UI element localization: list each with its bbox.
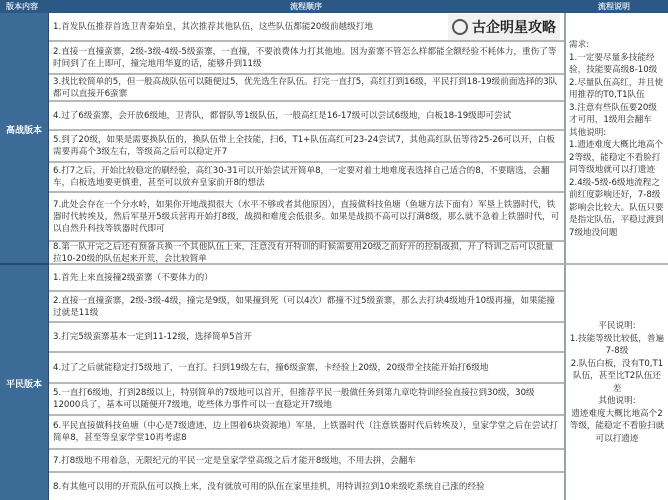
note-line: 遗迹难度大概比地高个2等级，能稳定不看脸扫就可以打遗迹 — [569, 408, 665, 444]
note-line: 2.4级-5级-6级地流程之前红度影响还好，7-8级影响会比较大。队伍只要是指定队伍，平稳过渡到7级地没问题 — [569, 177, 664, 238]
watermark-text: 古企明星攻略 — [472, 20, 556, 36]
note-line: 1.遗迹难度大概比地高个2等级，能稳定不看脸打同等级地就可以打遗迹 — [569, 140, 664, 175]
note-line: 其他说明: — [598, 396, 636, 406]
notes-high — [564, 13, 668, 265]
table-row: 5.到了20级，如果是需要换队伍的，换队伍带上全技能，扫6，T1+队伍高红可23-24尝试7，其他高红队伍等待25-26可以开，白板需要再高个3级左右，等级高之后可以稳定开7 — [49, 131, 565, 163]
note-line: 需求: — [569, 40, 590, 50]
header-process: 流程顺序 — [290, 2, 322, 11]
note-line: 1.技能等级比较低，普遍7-8级 — [569, 333, 665, 356]
table-row: 6.打7之后，开始比较稳定的刷经验，高红30-31可以开始尝试开简单8，一定要对着土地难度表选择自己适合的8，不要瞎选，会翻车，白板选地要更慎重，甚至可以放弃皇家前开8的想法 — [49, 163, 565, 193]
table-row: 4.过了之后就能稳定打5级地了，一直打。扫到19级左右，撞6级蛮寨，卡经验上20级，20级带全技能开始打6级地 — [49, 353, 565, 384]
table-row: 8.有其他可以用的开荒队伍可以换上来，没有就放可用的队伍在家里挂机，用特训拉到10来级吃系统自己涨的经验 — [53, 481, 485, 492]
note-line: 2.尽量队伍高红，并且使用推荐的T0,T1队伍 — [569, 77, 664, 100]
table-row: 7.打8级地不用着急，无限纪元的平民一定是皇家学堂高级之后才能开8级地，不用去拼，会翻车 — [49, 450, 565, 473]
watermark-logo-icon — [452, 19, 468, 35]
table-row: 1.首发队伍推荐首选卫青秦始皇，其次推荐其他队伍，这些队伍都能20级前越级打地 — [53, 21, 373, 32]
process-column — [48, 13, 564, 500]
note-line: 平民说明: — [598, 321, 636, 331]
table-row: 2.直接一直撞蛮寨，2级-3级-4级-5级蛮寨，一直撞，不要浪费体力打其他地。因为蛮寨不管怎么样都能全额经验不耗体力，重伤了等时间到了在上即可，撞完地用华夏的话，能够升到11级 — [49, 42, 565, 75]
note-line: 2.队伍白板，没有T0,T1队伍，甚至比T2队伍还差 — [570, 358, 664, 394]
note-line: 3.注意有些队伍要20级才可用，1级用会翻车 — [569, 102, 657, 125]
table-row: 3.打完5级蛮寨基本一定到11-12级，选择简单5首开 — [49, 323, 565, 353]
table-row: 5.一直打6级地，打到28级以上，特别简单的7级地可以首开，但推荐平民一般做任务到第九章吃特训经验直接拉到30级，30级12000兵了，基本可以随便开7级地，吃些体力事件可以一直稳定开7级地 — [49, 384, 565, 416]
table-row: 2.直接一直撞蛮寨，2级-3级-4级，撞完是9级，如果撞到死（可以4次）都撞不过5级蛮寨，那么去打块4级地升10级再撞，如果能撞过就是11级 — [49, 292, 565, 323]
table-row: 3.找比较简单的5，但一般高战队伍可以随便过5，优先选生存队伍。打完一直打5，高红打到16级，平民打到18-19级前面选择的3队都可以直接开6蛮寨 — [49, 75, 565, 102]
section-label-common: 平民版本 — [0, 265, 48, 500]
table-row: 1.首先上来直接撞2级蛮寨（不要体力的） — [49, 265, 565, 292]
table-row: 4.过了6级蛮寨，会开放6级地，卫青队，都督队等1级队伍，一般高红是16-17级可以尝试6级地，白板18-19级即可尝试 — [49, 102, 565, 131]
section-label-high: 高战版本 — [0, 13, 48, 265]
note-line: 1.一定要尽量多技能经验，技能要高级8-10级 — [569, 52, 658, 75]
notes-common — [564, 265, 668, 500]
table-header — [0, 0, 668, 13]
table-row: 8.第一队开完之后还有预备兵换一个其他队伍上来，注意没有开特训的时候需要用20级之前好开的控制战损，开了特训之后可以批量拉10-20级的队伍起来开荒，会比较简单 — [49, 242, 565, 265]
note-line: 其他说明: — [569, 127, 607, 138]
header-version: 版本内容 — [6, 2, 38, 11]
table-row: 7.此处会存在一个分水岭，如果你开地战损很大（水平不够或者其他原因），直接做科技鱼塘（鱼塘方法下面有）军垦上铁器时代，铁器时代转埃及，然后军垦开5级兵营再开始打8级，战损和难度会低很多。如果是战损不高可以打满8级，那么就不急着上铁器时代，可以自然升科技等铁器时代即可 — [49, 193, 565, 242]
header-notes: 流程说明 — [598, 2, 630, 11]
table-row: 6.平民直接做科技鱼塘（中心是7级遗迹，边上围着6块资源地）军垦，上铁器时代（注意铁器时代后转埃及），皇家学堂之后在尝试打简单8，甚至等皇家学堂10再考虑8 — [49, 416, 565, 450]
watermark — [448, 14, 560, 40]
